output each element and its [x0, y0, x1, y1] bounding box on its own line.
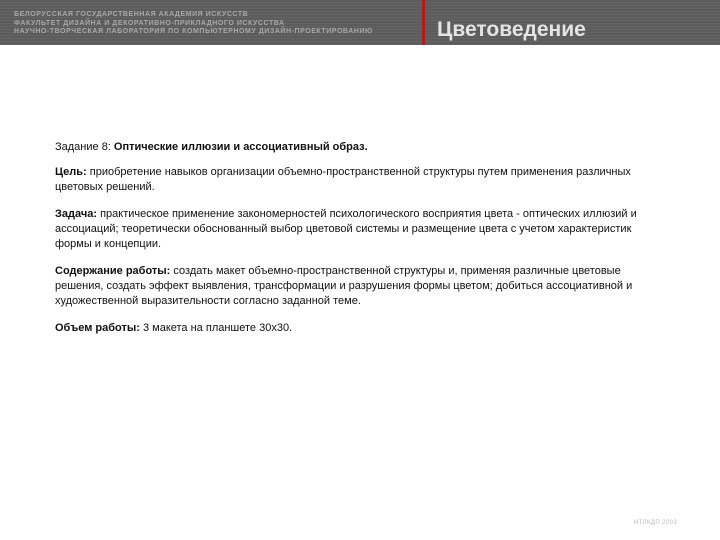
assignment-content [55, 140, 655, 348]
goal-label: Цель: [55, 166, 87, 178]
accent-divider [422, 0, 425, 45]
organization-block [14, 11, 404, 37]
org-line-faculty: ФАКУЛЬТЕТ ДИЗАЙНА И ДЕКОРАТИВНО-ПРИКЛАДНОГО ИСКУССТВА [14, 19, 285, 27]
org-line-academy: БЕЛОРУССКАЯ ГОСУДАРСТВЕННАЯ АКАДЕМИЯ ИСКУССТВ [14, 11, 249, 18]
org-line-laboratory: НАУЧНО-ТВОРЧЕСКАЯ ЛАБОРАТОРИЯ ПО КОМПЬЮТЕРНОМУ ДИЗАЙН-ПРОЕКТИРОВАНИЮ [14, 28, 373, 35]
slide-title: Цветоведение [437, 18, 586, 41]
header-banner [0, 0, 720, 45]
volume-paragraph [55, 321, 655, 336]
goal-paragraph [55, 165, 655, 195]
objective-paragraph [55, 207, 655, 252]
task-title: Оптические иллюзии и ассоциативный образ. [113, 141, 368, 153]
objective-label: Задача: [55, 208, 98, 220]
volume-text: 3 макета на планшете 30х30. [139, 322, 293, 334]
goal-text: приобретение навыков организации объемно-пространственной структуры путем применения различных цветовых решений. [55, 166, 631, 193]
task-prefix: Задание 8: [55, 141, 114, 153]
volume-label: Объем работы: [55, 322, 140, 334]
content-label: Содержание работы: [55, 265, 171, 277]
content-paragraph [55, 264, 655, 309]
content-text: создать макет объемно-пространственной структуры и, применяя различные цветовые решения, создать эффект выявления, трансформации и разрушения формы цветом; добиться ассоциативной и художественной выразительности согласно заданной теме. [55, 265, 633, 307]
footer-label: НТЛКДП 2003 [634, 520, 678, 526]
objective-text: практическое применение закономерностей психологического восприятия цвета - оптических иллюзий и ассоциаций; теоретически обоснованный выбор цветовой системы и размещение цвета с учетом характеристик формы и концепции. [55, 208, 637, 250]
task-heading [55, 140, 655, 155]
